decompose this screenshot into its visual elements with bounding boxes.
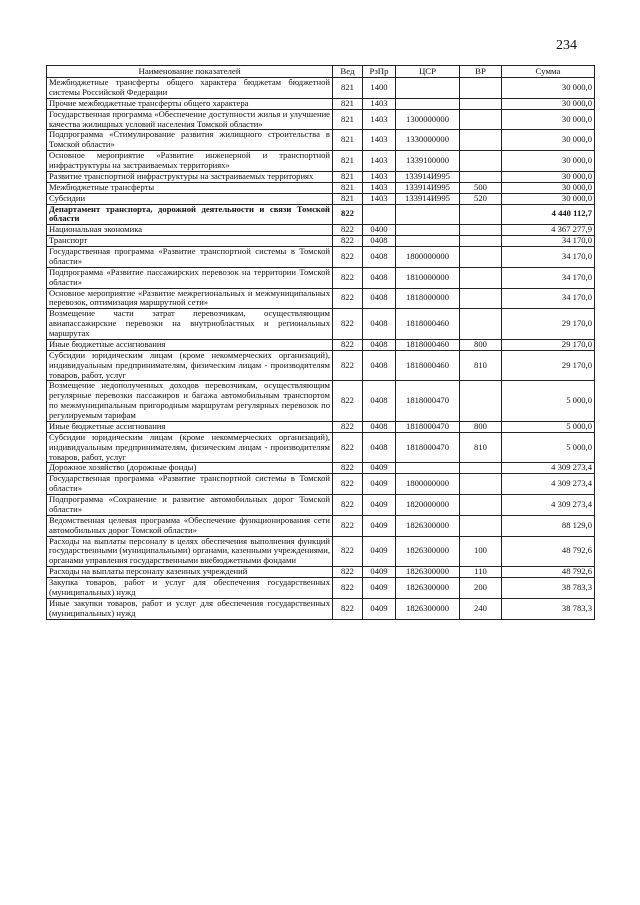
row-sum: 34 170,0: [502, 247, 595, 268]
row-vr: 810: [460, 350, 502, 381]
header-ved: Вед: [333, 66, 363, 78]
row-name: Ведомственная целевая программа «Обеспечение функционирования сети автомобильных дорог Томской области»: [47, 515, 333, 536]
header-rzpr: РзПр: [363, 66, 396, 78]
row-ved: 821: [333, 109, 363, 130]
row-vr: [460, 495, 502, 516]
row-name: Межбюджетные трансферты: [47, 182, 333, 193]
row-ved: 822: [333, 204, 363, 225]
row-rzpr: 0409: [363, 495, 396, 516]
row-csr: 1818000460: [396, 339, 460, 350]
row-ved: 822: [333, 495, 363, 516]
table-row: [47, 309, 595, 340]
table-row: [47, 171, 595, 182]
row-sum: 30 000,0: [502, 130, 595, 151]
row-vr: 800: [460, 339, 502, 350]
row-sum: 29 170,0: [502, 309, 595, 340]
row-csr: 133914И995: [396, 182, 460, 193]
row-ved: 822: [333, 432, 363, 463]
row-name: Транспорт: [47, 236, 333, 247]
row-vr: [460, 98, 502, 109]
table-row: [47, 288, 595, 309]
row-ved: 822: [333, 578, 363, 599]
row-csr: [396, 204, 460, 225]
row-sum: 4 440 112,7: [502, 204, 595, 225]
row-name: Государственная программа «Развитие транспортной системы в Томской области»: [47, 247, 333, 268]
row-rzpr: 0408: [363, 247, 396, 268]
row-name: Субсидии юридическим лицам (кроме некоммерческих организаций), индивидуальным предпринимателям, физическим лицам - производителям товаров, работ, услуг: [47, 432, 333, 463]
table-row: [47, 536, 595, 567]
row-name: Дорожное хозяйство (дорожные фонды): [47, 463, 333, 474]
header-name: Наименование показателей: [47, 66, 333, 78]
row-ved: 821: [333, 182, 363, 193]
row-vr: [460, 309, 502, 340]
row-csr: 1330000000: [396, 130, 460, 151]
table-row: [47, 225, 595, 236]
table-row: [47, 381, 595, 422]
row-rzpr: 0408: [363, 288, 396, 309]
table-row: [47, 495, 595, 516]
row-name: Государственная программа «Обеспечение доступности жилья и улучшение качества жилищных условий населения Томской области»: [47, 109, 333, 130]
row-name: Иные бюджетные ассигнования: [47, 421, 333, 432]
row-sum: 30 000,0: [502, 78, 595, 99]
row-vr: [460, 151, 502, 172]
row-sum: 88 129,0: [502, 515, 595, 536]
row-vr: 810: [460, 432, 502, 463]
row-ved: 822: [333, 225, 363, 236]
row-csr: 1818000470: [396, 432, 460, 463]
row-rzpr: 1403: [363, 130, 396, 151]
row-csr: 1818000460: [396, 350, 460, 381]
row-rzpr: 0408: [363, 381, 396, 422]
row-sum: 4 309 273,4: [502, 463, 595, 474]
row-sum: 4 367 277,9: [502, 225, 595, 236]
row-rzpr: 0408: [363, 432, 396, 463]
row-ved: 821: [333, 171, 363, 182]
row-sum: 4 309 273,4: [502, 474, 595, 495]
row-name: Основное мероприятие «Развитие межрегиональных и межмуниципальных перевозок, оптимизация маршрутной сети»: [47, 288, 333, 309]
row-csr: 1826300000: [396, 515, 460, 536]
row-name: Межбюджетные трансферты общего характера бюджетам бюджетной системы Российской Федерации: [47, 78, 333, 99]
table-row: [47, 151, 595, 172]
row-sum: 48 792,6: [502, 536, 595, 567]
row-ved: 822: [333, 288, 363, 309]
table-row: [47, 236, 595, 247]
table-row: [47, 432, 595, 463]
row-vr: [460, 515, 502, 536]
table-row: [47, 193, 595, 204]
row-csr: [396, 463, 460, 474]
table-row: [47, 474, 595, 495]
row-name: Подпрограмма «Сохранение и развитие автомобильных дорог Томской области»: [47, 495, 333, 516]
row-vr: [460, 463, 502, 474]
row-name: Основное мероприятие «Развитие инженерной и транспортной инфраструктуры на застраиваемых территориях»: [47, 151, 333, 172]
row-ved: 821: [333, 130, 363, 151]
table-row: [47, 109, 595, 130]
row-rzpr: 0409: [363, 474, 396, 495]
row-sum: 34 170,0: [502, 236, 595, 247]
table-row: [47, 339, 595, 350]
row-vr: [460, 236, 502, 247]
row-sum: 5 000,0: [502, 432, 595, 463]
row-rzpr: 0408: [363, 350, 396, 381]
row-csr: 1818000460: [396, 309, 460, 340]
table-row: [47, 463, 595, 474]
row-sum: 4 309 273,4: [502, 495, 595, 516]
row-vr: 110: [460, 567, 502, 578]
row-csr: 1800000000: [396, 247, 460, 268]
row-vr: [460, 288, 502, 309]
row-ved: 822: [333, 567, 363, 578]
row-rzpr: 0408: [363, 267, 396, 288]
row-name: Департамент транспорта, дорожной деятельности и связи Томской области: [47, 204, 333, 225]
row-rzpr: 1403: [363, 109, 396, 130]
row-vr: [460, 171, 502, 182]
row-sum: 38 783,3: [502, 598, 595, 619]
row-name: Иные закупки товаров, работ и услуг для обеспечения государственных (муниципальных) нужд: [47, 598, 333, 619]
row-rzpr: 0408: [363, 236, 396, 247]
row-vr: 240: [460, 598, 502, 619]
row-name: Субсидии: [47, 193, 333, 204]
row-rzpr: 1403: [363, 151, 396, 172]
row-ved: 822: [333, 267, 363, 288]
row-ved: 822: [333, 236, 363, 247]
row-rzpr: 0409: [363, 578, 396, 599]
row-ved: 822: [333, 598, 363, 619]
row-name: Расходы на выплаты персоналу в целях обеспечения выполнения функций государственными (муниципальными) органами, казенными учреждениями, органами управления государственными внебюджетными фондами: [47, 536, 333, 567]
row-sum: 30 000,0: [502, 109, 595, 130]
row-name: Развитие транспортной инфраструктуры на застраиваемых территориях: [47, 171, 333, 182]
row-name: Подпрограмма «Развитие пассажирских перевозок на территории Томской области»: [47, 267, 333, 288]
table-header-row: [47, 66, 595, 78]
row-rzpr: 0408: [363, 339, 396, 350]
row-ved: 822: [333, 421, 363, 432]
row-vr: [460, 247, 502, 268]
budget-table: [46, 65, 595, 620]
page-number: 234: [556, 38, 577, 53]
table-row: [47, 247, 595, 268]
row-rzpr: 1403: [363, 193, 396, 204]
row-sum: 30 000,0: [502, 171, 595, 182]
row-name: Закупка товаров, работ и услуг для обеспечения государственных (муниципальных) нужд: [47, 578, 333, 599]
row-sum: 30 000,0: [502, 182, 595, 193]
table-row: [47, 98, 595, 109]
row-vr: [460, 204, 502, 225]
row-name: Возмещение недополученных доходов перевозчикам, осуществляющим регулярные перевозки пассажиров и багажа автомобильным транспортом по межмуниципальным пригородным маршрутам регулярных перевозок по регулируемым тарифам: [47, 381, 333, 422]
row-sum: 5 000,0: [502, 381, 595, 422]
row-rzpr: 0409: [363, 536, 396, 567]
row-vr: 520: [460, 193, 502, 204]
row-csr: [396, 78, 460, 99]
row-csr: 133914И995: [396, 171, 460, 182]
row-ved: 822: [333, 350, 363, 381]
row-csr: 1818000000: [396, 288, 460, 309]
row-rzpr: 0409: [363, 515, 396, 536]
row-sum: 38 783,3: [502, 578, 595, 599]
table-row: [47, 350, 595, 381]
row-ved: 822: [333, 381, 363, 422]
row-ved: 822: [333, 474, 363, 495]
row-csr: 1826300000: [396, 578, 460, 599]
row-csr: 1339100000: [396, 151, 460, 172]
row-sum: 29 170,0: [502, 339, 595, 350]
row-rzpr: 0409: [363, 567, 396, 578]
row-name: Государственная программа «Развитие транспортной системы в Томской области»: [47, 474, 333, 495]
row-vr: [460, 78, 502, 99]
table-row: [47, 182, 595, 193]
row-csr: 1826300000: [396, 598, 460, 619]
row-sum: 30 000,0: [502, 98, 595, 109]
row-rzpr: 1403: [363, 182, 396, 193]
row-rzpr: 0400: [363, 225, 396, 236]
row-ved: 822: [333, 339, 363, 350]
row-ved: 822: [333, 247, 363, 268]
row-rzpr: 1403: [363, 171, 396, 182]
row-vr: [460, 267, 502, 288]
row-ved: 822: [333, 309, 363, 340]
row-vr: [460, 109, 502, 130]
row-csr: [396, 225, 460, 236]
row-sum: 34 170,0: [502, 267, 595, 288]
row-name: Расходы на выплаты персоналу казенных учреждений: [47, 567, 333, 578]
row-rzpr: 1400: [363, 78, 396, 99]
row-ved: 821: [333, 98, 363, 109]
row-csr: [396, 236, 460, 247]
row-csr: 1810000000: [396, 267, 460, 288]
row-sum: 30 000,0: [502, 193, 595, 204]
row-name: Прочие межбюджетные трансферты общего характера: [47, 98, 333, 109]
row-csr: 1820000000: [396, 495, 460, 516]
table-row: [47, 267, 595, 288]
table-row: [47, 515, 595, 536]
row-name: Возмещение части затрат перевозчикам, осуществляющим авиапассажирские перевозки на внутриобластных и региональных маршрутах: [47, 309, 333, 340]
row-name: Субсидии юридическим лицам (кроме некоммерческих организаций), индивидуальным предпринимателям, физическим лицам - производителям товаров, работ, услуг: [47, 350, 333, 381]
row-csr: 133914И995: [396, 193, 460, 204]
row-vr: 100: [460, 536, 502, 567]
row-vr: 800: [460, 421, 502, 432]
row-sum: 34 170,0: [502, 288, 595, 309]
row-ved: 822: [333, 536, 363, 567]
row-sum: 30 000,0: [502, 151, 595, 172]
table-row: [47, 421, 595, 432]
row-rzpr: 1403: [363, 98, 396, 109]
row-csr: 1800000000: [396, 474, 460, 495]
table-row: [47, 78, 595, 99]
table-row: [47, 578, 595, 599]
row-vr: [460, 474, 502, 495]
row-rzpr: 0408: [363, 421, 396, 432]
row-csr: [396, 98, 460, 109]
row-ved: 822: [333, 515, 363, 536]
row-name: Подпрограмма «Стимулирование развития жилищного строительства в Томской области»: [47, 130, 333, 151]
row-csr: 1818000470: [396, 421, 460, 432]
table-row: [47, 598, 595, 619]
row-name: Национальная экономика: [47, 225, 333, 236]
header-sum: Сумма: [502, 66, 595, 78]
row-vr: [460, 381, 502, 422]
row-name: Иные бюджетные ассигнования: [47, 339, 333, 350]
header-csr: ЦСР: [396, 66, 460, 78]
row-vr: 200: [460, 578, 502, 599]
row-vr: 500: [460, 182, 502, 193]
row-csr: 1300000000: [396, 109, 460, 130]
row-ved: 822: [333, 463, 363, 474]
row-vr: [460, 130, 502, 151]
row-csr: 1818000470: [396, 381, 460, 422]
row-rzpr: 0409: [363, 463, 396, 474]
row-sum: 5 000,0: [502, 421, 595, 432]
row-rzpr: 0408: [363, 309, 396, 340]
row-ved: 821: [333, 151, 363, 172]
header-vr: ВР: [460, 66, 502, 78]
row-csr: 1826300000: [396, 567, 460, 578]
table-row: [47, 567, 595, 578]
row-ved: 821: [333, 78, 363, 99]
row-rzpr: [363, 204, 396, 225]
table-row: [47, 204, 595, 225]
row-rzpr: 0409: [363, 598, 396, 619]
row-sum: 48 792,6: [502, 567, 595, 578]
row-sum: 29 170,0: [502, 350, 595, 381]
row-ved: 821: [333, 193, 363, 204]
row-vr: [460, 225, 502, 236]
table-row: [47, 130, 595, 151]
row-csr: 1826300000: [396, 536, 460, 567]
